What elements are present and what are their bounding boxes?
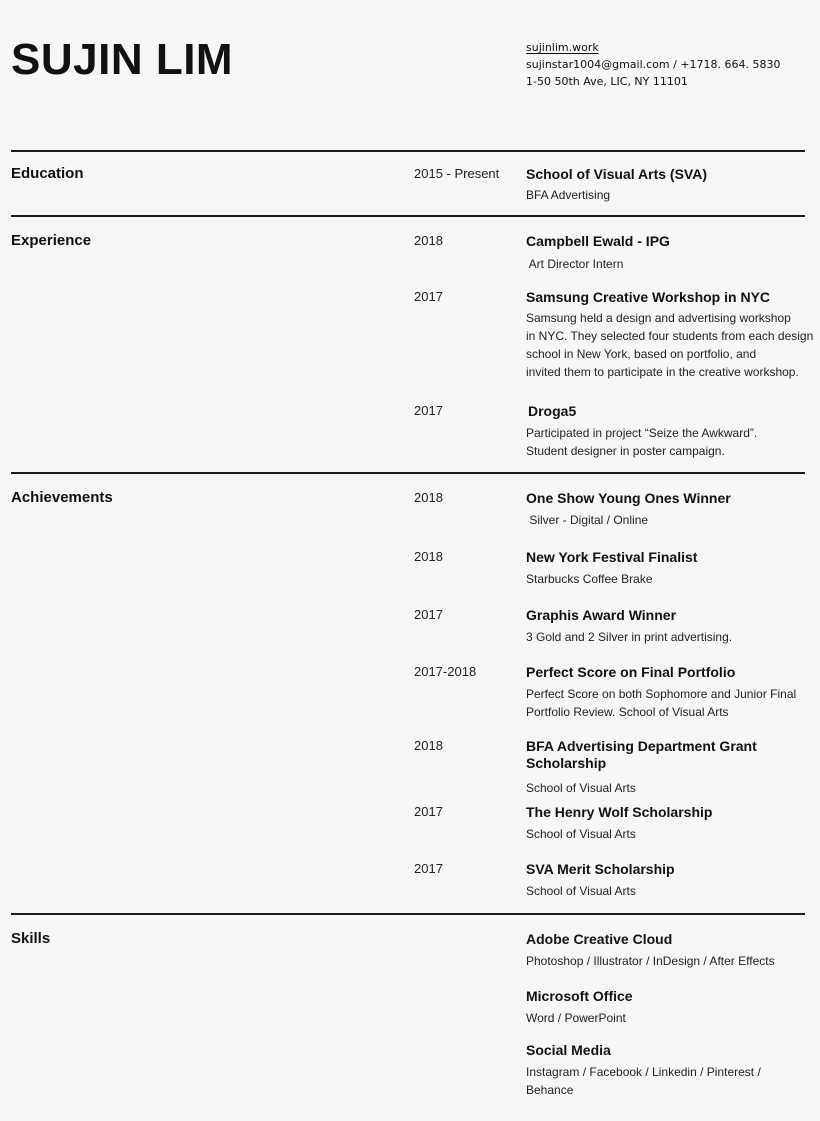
description-line: Portfolio Review. School of Visual Arts (526, 705, 729, 719)
entry-description: Art Director Intern (526, 257, 624, 271)
entry-description: Starbucks Coffee Brake (526, 572, 653, 586)
section-label-education: Education (11, 165, 84, 182)
entry-title: BFA Advertising Department Grant Scholarship (526, 738, 757, 771)
entry-description (526, 685, 816, 721)
description-line: Perfect Score on both Sophomore and Junior Final (526, 687, 797, 701)
entry-title: Perfect Score on Final Portfolio (526, 664, 736, 680)
section-divider (11, 472, 805, 474)
entry-description: Silver - Digital / Online (526, 513, 649, 527)
entry-description (526, 309, 816, 381)
entry-year: 2018 (414, 490, 443, 505)
entry-year: 2017 (414, 861, 443, 876)
entry-year: 2018 (414, 738, 443, 753)
entry-title: Campbell Ewald - IPG (526, 233, 670, 249)
entry-title: Adobe Creative Cloud (526, 931, 673, 947)
entry-title: Droga5 (528, 403, 577, 419)
entry-year: 2017 (414, 403, 443, 418)
contact-block (526, 39, 781, 90)
entry-description: School of Visual Arts (526, 827, 636, 841)
description-line: Samsung held a design and advertising workshop (526, 311, 791, 325)
entry-title: Social Media (526, 1042, 611, 1058)
entry-description: Word / PowerPoint (526, 1011, 626, 1025)
description-line: Student designer in poster campaign. (526, 444, 725, 458)
entry-description: 3 Gold and 2 Silver in print advertising. (526, 630, 733, 644)
entry-year: 2018 (414, 233, 443, 248)
section-label-achievements: Achievements (11, 489, 113, 506)
entry-description: School of Visual Arts (526, 884, 636, 898)
entry-title: One Show Young Ones Winner (526, 490, 731, 506)
entry-title: Microsoft Office (526, 988, 633, 1004)
address: 1-50 50th Ave, LIC, NY 11101 (526, 75, 688, 88)
entry-title: New York Festival Finalist (526, 549, 698, 565)
description-line: Instagram / Facebook / Linkedin / Pinterest / (526, 1065, 761, 1079)
entry-description: School of Visual Arts (526, 781, 636, 795)
section-label-experience: Experience (11, 232, 92, 249)
entry-title: Samsung Creative Workshop in NYC (526, 289, 771, 305)
entry-description (526, 1063, 816, 1099)
entry-year: 2018 (414, 549, 443, 564)
entry-description: BFA Advertising (526, 188, 611, 202)
website-link[interactable]: sujinlim.work (526, 41, 599, 54)
entry-title: The Henry Wolf Scholarship (526, 804, 713, 820)
entry-title: SVA Merit Scholarship (526, 861, 675, 877)
entry-year: 2017 (414, 289, 443, 304)
entry-description: Photoshop / Illustrator / InDesign / After Effects (526, 954, 775, 968)
description-line: Behance (526, 1083, 574, 1097)
entry-description (526, 424, 816, 460)
email-phone: sujinstar1004@gmail.com / +1718. 664. 5830 (526, 58, 781, 71)
section-divider (11, 215, 805, 217)
entry-year: 2015 - Present (414, 166, 500, 181)
section-divider (11, 150, 805, 152)
resume-name: SUJIN LIM (11, 35, 234, 84)
entry-title: School of Visual Arts (SVA) (526, 166, 707, 182)
entry-title: Graphis Award Winner (526, 607, 677, 623)
section-divider (11, 913, 805, 915)
entry-year: 2017-2018 (414, 664, 477, 679)
description-line: school in New York, based on portfolio, and (526, 347, 757, 361)
description-line: Participated in project “Seize the Awkward”. (526, 426, 758, 440)
description-line: invited them to participate in the creative workshop. (526, 365, 799, 379)
description-line: in NYC. They selected four students from each design (526, 329, 814, 343)
entry-year: 2017 (414, 607, 443, 622)
entry-year: 2017 (414, 804, 443, 819)
section-label-skills: Skills (11, 930, 51, 947)
